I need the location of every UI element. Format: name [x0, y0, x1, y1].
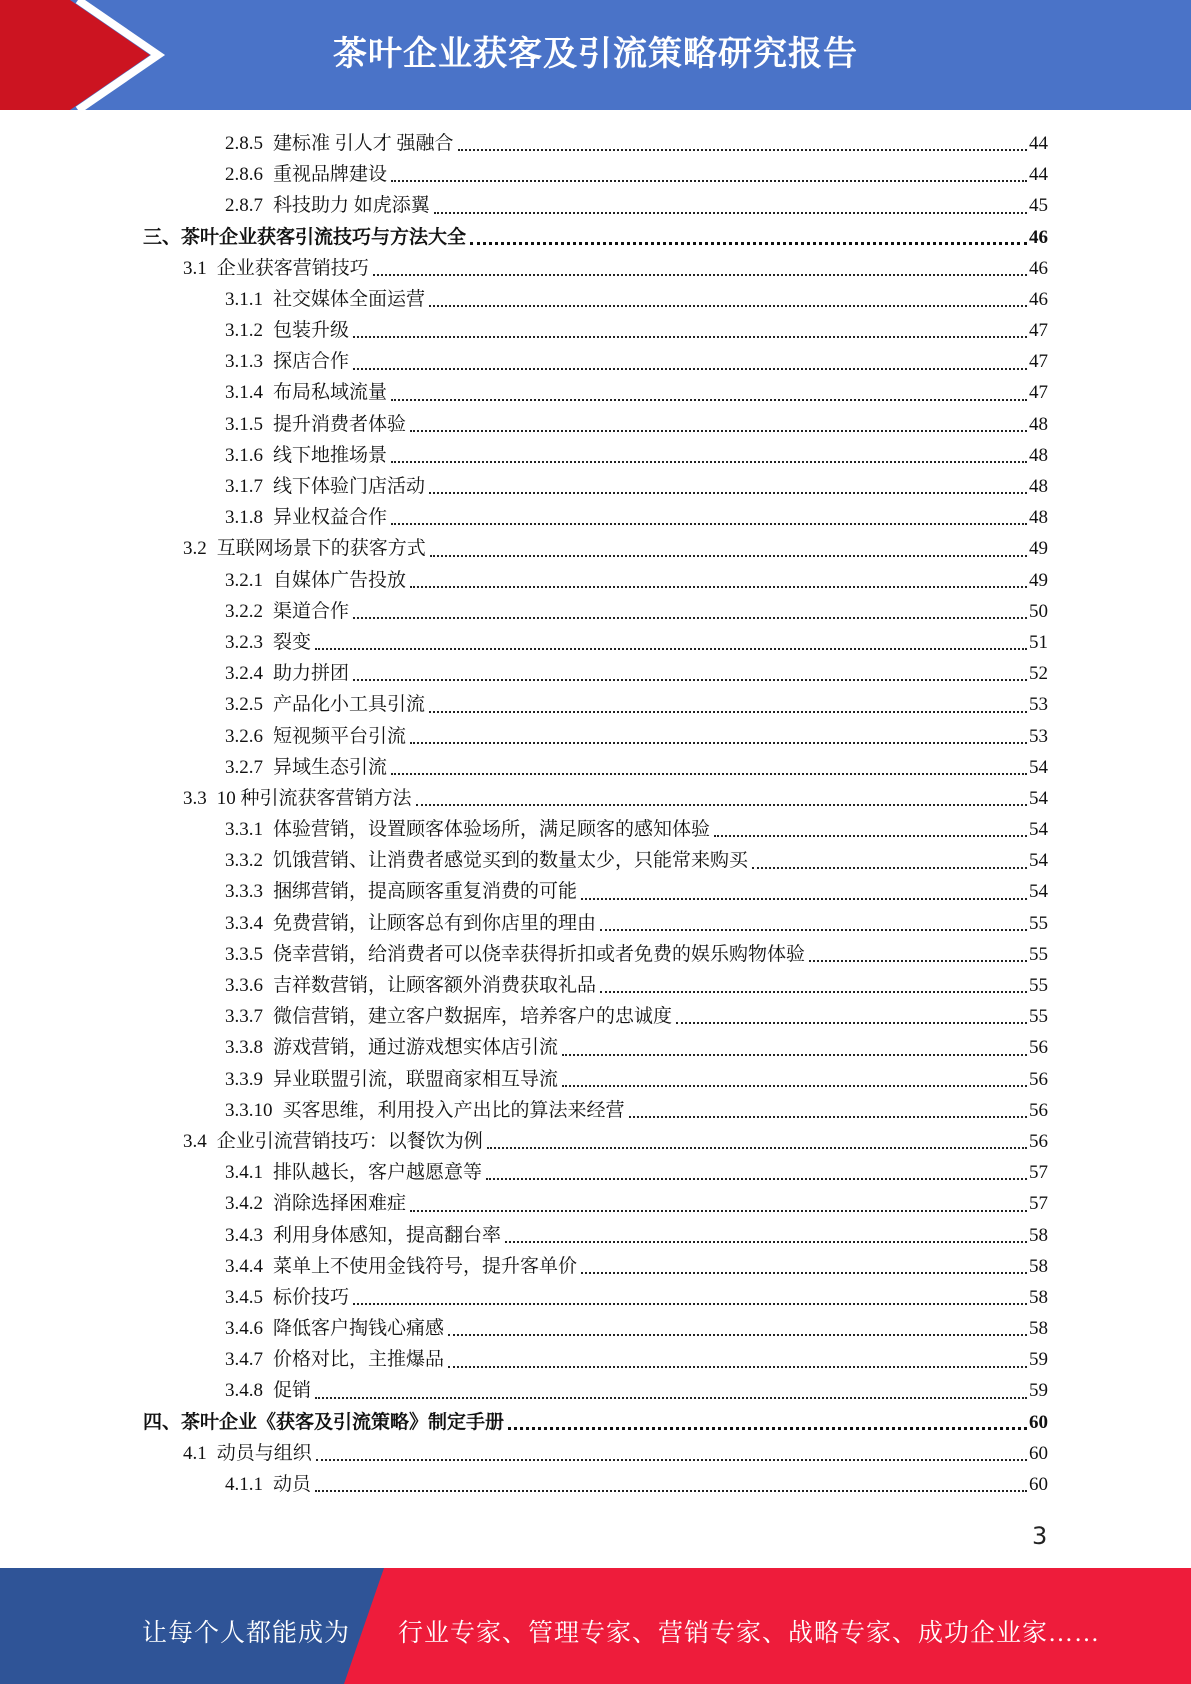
toc-dot-leader — [410, 430, 1027, 432]
toc-entry-title: 探店合作 — [273, 351, 350, 373]
toc-entry-number: 3.4.4 — [225, 1255, 263, 1277]
toc-entry-page: 57 — [1029, 1162, 1048, 1184]
toc-entry-number: 3.2.4 — [225, 663, 263, 685]
toc-entry-number: 3.3.3 — [225, 881, 263, 903]
toc-entry[interactable] — [143, 222, 1048, 253]
table-of-contents — [143, 128, 1048, 1500]
toc-entry-number: 3.4.7 — [225, 1349, 263, 1371]
toc-entry-page: 60 — [1029, 1474, 1048, 1496]
toc-entry-page: 48 — [1029, 413, 1048, 435]
toc-entry-title: 排队越长，客户越愿意等 — [273, 1162, 483, 1184]
toc-entry-number: 3.1.6 — [225, 444, 263, 466]
toc-entry[interactable] — [143, 721, 1048, 752]
toc-entry-page: 44 — [1029, 164, 1048, 186]
toc-entry-page: 56 — [1029, 1099, 1048, 1121]
toc-dot-leader — [600, 929, 1027, 931]
toc-entry-number: 2.8.6 — [225, 164, 263, 186]
toc-entry-title: 消除选择困难症 — [273, 1193, 407, 1215]
toc-entry-page: 56 — [1029, 1037, 1048, 1059]
page-footer — [0, 1568, 1191, 1684]
toc-entry-number: 3.4 — [183, 1130, 207, 1152]
toc-entry-title: 互联网场景下的获客方式 — [216, 538, 426, 560]
toc-entry[interactable] — [143, 1220, 1048, 1251]
toc-entry-page: 50 — [1029, 600, 1048, 622]
toc-entry-title: 异业联盟引流，联盟商家相互导流 — [273, 1068, 559, 1090]
toc-entry-title: 企业引流营销技巧：以餐饮为例 — [216, 1130, 483, 1152]
toc-entry-title: 促销 — [273, 1380, 312, 1402]
toc-entry-title: 线下体验门店活动 — [273, 476, 426, 498]
toc-dot-leader — [629, 1116, 1027, 1118]
toc-entry[interactable] — [143, 752, 1048, 783]
toc-entry-page: 54 — [1029, 850, 1048, 872]
toc-entry-page: 60 — [1029, 1442, 1048, 1464]
toc-entry-number: 3.4.5 — [225, 1286, 263, 1308]
toc-entry-page: 53 — [1029, 725, 1048, 747]
toc-entry[interactable] — [143, 845, 1048, 876]
toc-entry[interactable] — [143, 877, 1048, 908]
toc-entry[interactable] — [143, 1095, 1048, 1126]
toc-entry[interactable] — [143, 190, 1048, 221]
toc-dot-leader — [315, 648, 1027, 650]
toc-entry-number: 3.3.10 — [225, 1099, 273, 1121]
toc-dot-leader — [353, 368, 1027, 370]
toc-entry[interactable] — [143, 284, 1048, 315]
toc-dot-leader — [508, 1427, 1027, 1430]
toc-entry[interactable] — [143, 908, 1048, 939]
toc-dot-leader — [448, 1334, 1027, 1336]
toc-entry-number: 3.1.1 — [225, 288, 263, 310]
toc-entry-number: 3.1.4 — [225, 382, 263, 404]
toc-entry-title: 重视品牌建设 — [273, 164, 388, 186]
toc-entry-number: 3.1.8 — [225, 507, 263, 529]
toc-entry-page: 55 — [1029, 912, 1048, 934]
toc-entry-page: 54 — [1029, 787, 1048, 809]
toc-entry-page: 59 — [1029, 1380, 1048, 1402]
toc-entry-number: 3.3.9 — [225, 1068, 263, 1090]
toc-entry-title: 体验营销，设置顾客体验场所，满足顾客的感知体验 — [273, 819, 711, 841]
toc-entry-number: 3.4.6 — [225, 1318, 263, 1340]
toc-entry-title: 动员 — [273, 1474, 312, 1496]
toc-entry-number: 3.3.7 — [225, 1006, 263, 1028]
toc-dot-leader — [600, 991, 1027, 993]
toc-entry-page: 58 — [1029, 1318, 1048, 1340]
toc-dot-leader — [429, 711, 1027, 713]
toc-dot-leader — [470, 242, 1027, 245]
toc-dot-leader — [562, 1085, 1027, 1087]
toc-entry[interactable] — [143, 471, 1048, 502]
toc-entry-title: 利用身体感知，提高翻台率 — [273, 1224, 502, 1246]
toc-entry-page: 55 — [1029, 1006, 1048, 1028]
page-number: 3 — [1032, 1522, 1048, 1550]
toc-entry-title: 企业获客营销技巧 — [216, 257, 369, 279]
toc-entry[interactable] — [143, 1376, 1048, 1407]
toc-dot-leader — [353, 679, 1027, 681]
toc-entry-number: 3.2.2 — [225, 600, 263, 622]
toc-dot-leader — [752, 867, 1027, 869]
toc-entry-page: 58 — [1029, 1255, 1048, 1277]
toc-entry-page: 49 — [1029, 569, 1048, 591]
toc-entry-title: 游戏营销，通过游戏想实体店引流 — [273, 1037, 559, 1059]
page-header — [0, 0, 1191, 110]
toc-entry-title: 价格对比，主推爆品 — [273, 1349, 445, 1371]
toc-entry-title: 裂变 — [273, 631, 312, 653]
toc-dot-leader — [430, 555, 1027, 557]
toc-entry-title: 菜单上不使用金钱符号，提升客单价 — [273, 1255, 578, 1277]
toc-dot-leader — [353, 617, 1027, 619]
toc-entry-title: 异域生态引流 — [273, 756, 388, 778]
toc-entry[interactable] — [143, 128, 1048, 159]
toc-dot-leader — [416, 804, 1027, 806]
toc-entry-title: 饥饿营销、让消费者感觉买到的数量太少，只能常来购买 — [273, 850, 749, 872]
toc-entry[interactable] — [143, 1064, 1048, 1095]
toc-entry-page: 53 — [1029, 694, 1048, 716]
toc-entry[interactable] — [143, 409, 1048, 440]
toc-entry-title: 布局私域流量 — [273, 382, 388, 404]
toc-dot-leader — [487, 1147, 1027, 1149]
toc-entry-number: 3.3.5 — [225, 943, 263, 965]
toc-entry-title: 10 种引流获客营销方法 — [216, 787, 412, 809]
toc-entry[interactable] — [143, 253, 1048, 284]
toc-entry[interactable] — [143, 939, 1048, 970]
toc-entry-number: 3.3.2 — [225, 850, 263, 872]
toc-entry[interactable] — [143, 596, 1048, 627]
toc-entry-title: 短视频平台引流 — [273, 725, 407, 747]
toc-entry-number: 3.4.3 — [225, 1224, 263, 1246]
toc-entry-page: 51 — [1029, 631, 1048, 653]
toc-entry-page: 46 — [1029, 257, 1048, 279]
toc-entry-page: 55 — [1029, 975, 1048, 997]
toc-dot-leader — [410, 586, 1027, 588]
toc-entry-page: 58 — [1029, 1224, 1048, 1246]
toc-entry-page: 59 — [1029, 1349, 1048, 1371]
toc-entry[interactable] — [143, 1344, 1048, 1375]
toc-entry-title: 包装升级 — [273, 320, 350, 342]
toc-entry[interactable] — [143, 565, 1048, 596]
toc-entry-number: 3.1.3 — [225, 351, 263, 373]
toc-entry-number: 3.3.6 — [225, 975, 263, 997]
footer-slogan-right: 行业专家、管理专家、营销专家、战略专家、成功企业家…… — [398, 1620, 1101, 1647]
toc-entry-page: 54 — [1029, 756, 1048, 778]
toc-entry-page: 54 — [1029, 819, 1048, 841]
toc-entry[interactable] — [143, 689, 1048, 720]
toc-dot-leader — [581, 1272, 1027, 1274]
toc-entry[interactable] — [143, 440, 1048, 471]
toc-entry-number: 3.2.7 — [225, 756, 263, 778]
toc-entry-number: 2.8.7 — [225, 195, 263, 217]
toc-entry[interactable] — [143, 814, 1048, 845]
toc-entry-number: 4.1 — [183, 1442, 207, 1464]
toc-dot-leader — [429, 305, 1027, 307]
toc-entry-number: 3.3 — [183, 787, 207, 809]
toc-entry-page: 48 — [1029, 507, 1048, 529]
toc-entry-page: 58 — [1029, 1286, 1048, 1308]
toc-entry[interactable] — [143, 1001, 1048, 1032]
toc-entry-number: 3.4.1 — [225, 1162, 263, 1184]
toc-entry[interactable] — [143, 1282, 1048, 1313]
toc-dot-leader — [316, 1459, 1027, 1461]
toc-entry-number: 3.1.2 — [225, 320, 263, 342]
toc-entry[interactable] — [143, 1188, 1048, 1219]
toc-entry-page: 45 — [1029, 195, 1048, 217]
toc-entry-title: 动员与组织 — [216, 1442, 312, 1464]
toc-entry-page: 48 — [1029, 476, 1048, 498]
toc-entry-number: 3.2.5 — [225, 694, 263, 716]
toc-entry-page: 49 — [1029, 538, 1048, 560]
toc-entry-page: 54 — [1029, 881, 1048, 903]
toc-entry-title: 免费营销，让顾客总有到你店里的理由 — [273, 912, 597, 934]
toc-entry-title: 产品化小工具引流 — [273, 694, 426, 716]
header-title: 茶叶企业获客及引流策略研究报告 — [333, 34, 858, 74]
toc-entry-page: 56 — [1029, 1130, 1048, 1152]
toc-entry-title: 微信营销，建立客户数据库，培养客户的忠诚度 — [273, 1006, 673, 1028]
toc-entry[interactable] — [143, 1126, 1048, 1157]
toc-entry[interactable] — [143, 315, 1048, 346]
toc-entry-number: 3.3.4 — [225, 912, 263, 934]
toc-entry-number: 3.2 — [183, 538, 207, 560]
toc-dot-leader — [410, 742, 1027, 744]
toc-dot-leader — [391, 180, 1027, 182]
toc-entry-title: 线下地推场景 — [273, 444, 388, 466]
toc-entry-title: 渠道合作 — [273, 600, 350, 622]
toc-entry-number: 3.1.5 — [225, 413, 263, 435]
toc-entry-page: 55 — [1029, 943, 1048, 965]
toc-entry-title: 四、茶叶企业《获客及引流策略》制定手册 — [143, 1411, 505, 1433]
toc-entry-title: 买客思维，利用投入产出比的算法来经营 — [282, 1099, 625, 1121]
toc-entry-page: 52 — [1029, 663, 1048, 685]
toc-entry-title: 侥幸营销，给消费者可以侥幸获得折扣或者免费的娱乐购物体验 — [273, 943, 806, 965]
toc-entry-title: 自媒体广告投放 — [273, 569, 407, 591]
toc-dot-leader — [315, 1490, 1027, 1492]
toc-dot-leader — [391, 523, 1027, 525]
toc-entry[interactable] — [143, 346, 1048, 377]
toc-entry[interactable] — [143, 658, 1048, 689]
toc-entry[interactable] — [143, 783, 1048, 814]
toc-entry-title: 吉祥数营销，让顾客额外消费获取礼品 — [273, 975, 597, 997]
toc-dot-leader — [373, 274, 1027, 276]
toc-entry-title: 异业权益合作 — [273, 507, 388, 529]
toc-entry[interactable] — [143, 1313, 1048, 1344]
footer-slogan-left: 让每个人都能成为 — [142, 1620, 351, 1647]
toc-dot-leader — [434, 212, 1027, 214]
toc-dot-leader — [581, 898, 1027, 900]
toc-entry[interactable] — [143, 1251, 1048, 1282]
toc-dot-leader — [486, 1178, 1027, 1180]
toc-entry-page: 47 — [1029, 382, 1048, 404]
toc-dot-leader — [505, 1241, 1027, 1243]
toc-entry[interactable] — [143, 159, 1048, 190]
toc-dot-leader — [410, 1210, 1027, 1212]
toc-entry-number: 3.1.7 — [225, 476, 263, 498]
toc-entry[interactable] — [143, 970, 1048, 1001]
toc-entry-page: 48 — [1029, 444, 1048, 466]
toc-entry-number: 4.1.1 — [225, 1474, 263, 1496]
toc-entry-page: 46 — [1029, 226, 1048, 248]
toc-entry-title: 社交媒体全面运营 — [273, 288, 426, 310]
toc-entry-title: 助力拼团 — [273, 663, 350, 685]
toc-entry[interactable] — [143, 1032, 1048, 1063]
toc-entry[interactable] — [143, 1469, 1048, 1500]
toc-entry-page: 57 — [1029, 1193, 1048, 1215]
toc-entry[interactable] — [143, 627, 1048, 658]
toc-dot-leader — [448, 1366, 1027, 1368]
toc-entry[interactable] — [143, 1438, 1048, 1469]
toc-dot-leader — [353, 1303, 1027, 1305]
toc-entry-title: 降低客户掏钱心痛感 — [273, 1318, 445, 1340]
toc-entry-title: 捆绑营销，提高顾客重复消费的可能 — [273, 881, 578, 903]
toc-dot-leader — [315, 1397, 1027, 1399]
toc-entry[interactable] — [143, 1157, 1048, 1188]
toc-entry-number: 3.3.8 — [225, 1037, 263, 1059]
toc-entry-title: 标价技巧 — [273, 1286, 350, 1308]
toc-entry-title: 科技助力 如虎添翼 — [273, 195, 430, 217]
toc-entry-page: 44 — [1029, 132, 1048, 154]
toc-entry-number: 3.2.1 — [225, 569, 263, 591]
toc-dot-leader — [353, 336, 1027, 338]
toc-dot-leader — [676, 1022, 1027, 1024]
toc-entry-number: 3.2.6 — [225, 725, 263, 747]
toc-entry-title: 提升消费者体验 — [273, 413, 407, 435]
toc-entry[interactable] — [143, 1407, 1048, 1438]
toc-dot-leader — [809, 960, 1027, 962]
toc-dot-leader — [429, 492, 1027, 494]
toc-entry[interactable] — [143, 502, 1048, 533]
toc-dot-leader — [458, 149, 1027, 151]
toc-entry-page: 60 — [1029, 1411, 1048, 1433]
toc-dot-leader — [714, 835, 1027, 837]
toc-entry-number: 3.1 — [183, 257, 207, 279]
toc-dot-leader — [391, 773, 1027, 775]
toc-entry-page: 47 — [1029, 351, 1048, 373]
toc-entry-title: 建标准 引人才 强融合 — [273, 132, 454, 154]
toc-entry[interactable] — [143, 533, 1048, 564]
toc-entry-number: 3.3.1 — [225, 819, 263, 841]
toc-dot-leader — [391, 461, 1027, 463]
toc-entry-number: 3.4.2 — [225, 1193, 263, 1215]
toc-entry-number: 2.8.5 — [225, 132, 263, 154]
toc-dot-leader — [391, 399, 1027, 401]
toc-entry-page: 56 — [1029, 1068, 1048, 1090]
toc-dot-leader — [562, 1054, 1027, 1056]
toc-entry-page: 46 — [1029, 288, 1048, 310]
toc-entry[interactable] — [143, 378, 1048, 409]
toc-entry-title: 三、茶叶企业获客引流技巧与方法大全 — [143, 226, 467, 248]
toc-entry-page: 47 — [1029, 320, 1048, 342]
toc-entry-number: 3.4.8 — [225, 1380, 263, 1402]
toc-entry-number: 3.2.3 — [225, 631, 263, 653]
